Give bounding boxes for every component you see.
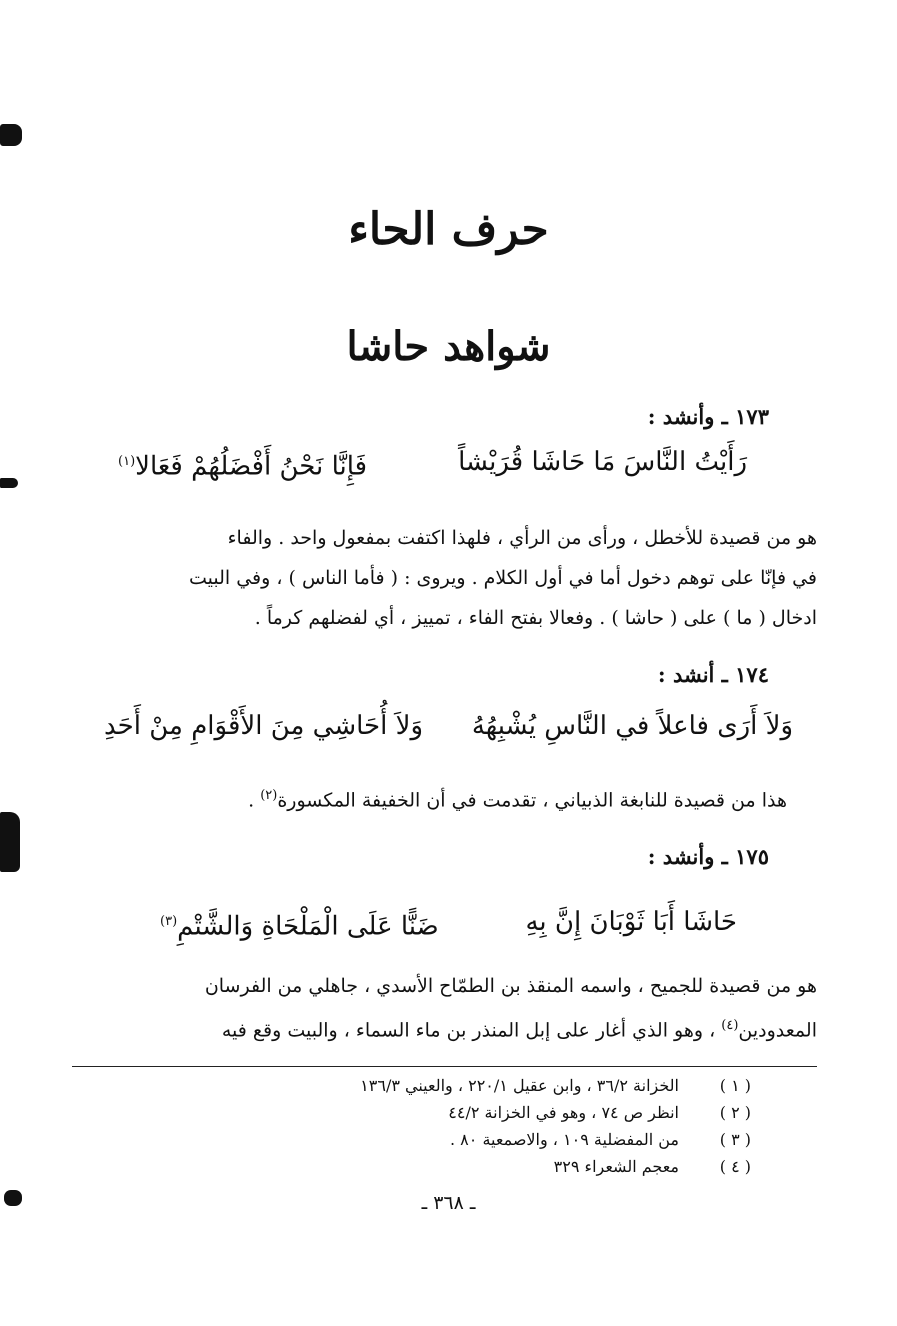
footnote-divider (72, 1066, 817, 1067)
verse-first-hemistich: رَأَيْتُ النَّاسَ مَا حَاشَا قُرَيْشاً (458, 447, 747, 477)
footnote-item (111, 1126, 751, 1153)
footnote-number: ( ٣ ) (719, 1130, 751, 1149)
footnote-item (111, 1072, 751, 1099)
footnote-text: الخزانة ٣٦/٢ ، وابن عقيل ٢٢٠/١ ، والعيني ١٣٦/٣ (360, 1076, 679, 1095)
verse-second-hemistich: وَلاَ أُحَاشِي مِنَ الأَقْوَامِ مِنْ أَحَدِ (104, 711, 423, 741)
ink-blot (0, 478, 18, 488)
ink-blot (0, 124, 22, 146)
commentary-line: هو من قصيدة للأخطل ، ورأى من الرأي ، فلهذا اكتفت بمفعول واحد . والفاء (227, 527, 817, 549)
footnote-text: انظر ص ٧٤ ، وهو في الخزانة ٤٤/٢ (448, 1103, 679, 1122)
footnote-item (111, 1099, 751, 1126)
commentary-line: هو من قصيدة للجميح ، واسمه المنقذ بن الطمّاح الأسدي ، جاهلي من الفرسان (204, 975, 817, 997)
footnote-number: ( ١ ) (719, 1076, 751, 1095)
entry-label: ١٧٥ ـ وأنشد : (647, 844, 769, 869)
footnote-ref: (٣) (160, 914, 178, 929)
page-number: ـ ٣٦٨ ـ (421, 1192, 476, 1214)
footnote-item (111, 1153, 751, 1180)
verse-second-hemistich: فَإِنَّا نَحْنُ أَفْضَلُهُمْ فَعَالا$^{(١)}$ (118, 451, 368, 482)
section-title: شواهد حاشا (346, 323, 551, 370)
entry-label: ١٧٣ ـ وأنشد : (647, 404, 769, 429)
footnote-text: من المفضلية ١٠٩ ، والاصمعية ٨٠ . (450, 1130, 679, 1149)
verse-second-hemistich: ضَنًّا عَلَى الْمَلْحَاةِ وَالشَّتْمِ$^{(٣)}$ (160, 911, 439, 942)
commentary-paragraph (77, 966, 817, 1050)
commentary-line: في فإنّا على توهم دخول أما في أول الكلام . ويروى : ( فأما الناس ) ، وفي البيت (188, 567, 817, 589)
footnote-number: ( ٤ ) (719, 1157, 751, 1176)
commentary-line: المعدودين$^{(٤)}$ ، وهو الذي أغار على إبل المنذر بن ماء السماء ، والبيت وقع فيه (221, 1018, 817, 1042)
commentary-paragraph: هذا من قصيدة للنابغة الذبياني ، تقدمت في أن الخفيفة المكسورة$^{(٢)}$ . (248, 788, 787, 812)
commentary-paragraph (77, 518, 817, 638)
footnote-ref: (٤) (721, 1018, 739, 1033)
commentary-line: ادخال ( ما ) على ( حاشا ) . وفعالا بفتح الفاء ، تمييز ، أي لفضلهم كرماً . (254, 607, 817, 629)
verse-first-hemistich: وَلاَ أَرَى فاعلاً في النَّاسِ يُشْبِهُهُ (471, 711, 793, 741)
chapter-title: حرف الحاء (348, 204, 549, 255)
footnote-text: معجم الشعراء ٣٢٩ (553, 1157, 679, 1176)
footnote-ref: (٢) (260, 788, 278, 803)
footnote-ref: (١) (118, 454, 136, 469)
footnote-number: ( ٢ ) (719, 1103, 751, 1122)
verse-first-hemistich: حَاشَا أَبَا ثَوْبَانَ إِنَّ بِهِ (525, 907, 737, 937)
entry-label: ١٧٤ ـ أنشد : (657, 662, 769, 687)
footnotes (111, 1072, 751, 1180)
ink-blot (0, 812, 20, 872)
